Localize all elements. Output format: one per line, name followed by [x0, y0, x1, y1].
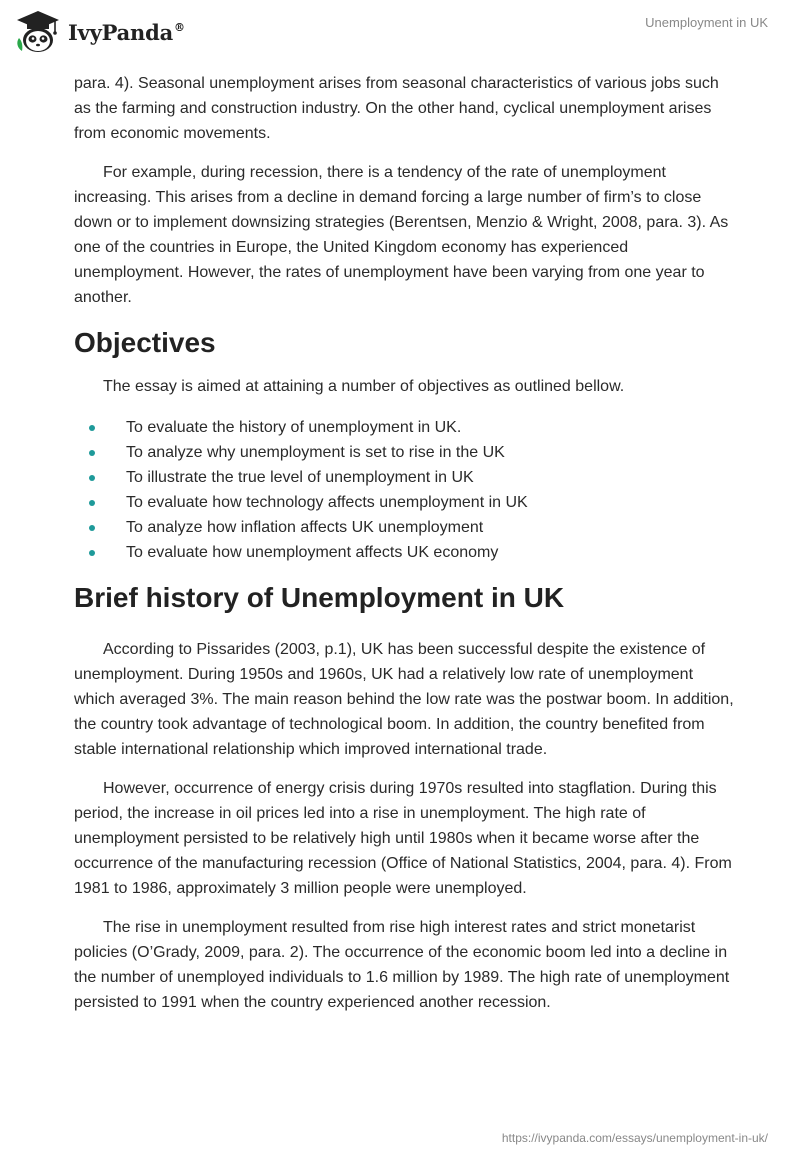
- paragraph: The rise in unemployment resulted from rise high interest rates and strict monetarist policies (O’Grady, 2009, para. 2). The occurrence of the economic boom led into a decline in the number of unemployed individuals to 1.6 million by 1989. The high rate of unemployment persisted to 1991 when the country experienced another recession.: [74, 919, 730, 1011]
- list-item: To illustrate the true level of unemployment in UK: [74, 465, 734, 490]
- section-heading-history: Brief history of Unemployment in UK: [74, 582, 565, 613]
- ivypanda-logo[interactable]: [14, 8, 185, 56]
- list-item: To analyze how inflation affects UK unemployment: [74, 515, 734, 540]
- panda-graduate-icon: [14, 8, 62, 56]
- list-item: To evaluate the history of unemployment in UK.: [74, 415, 734, 440]
- section-heading-objectives: Objectives: [74, 327, 216, 358]
- paragraph: According to Pissarides (2003, p.1), UK has been successful despite the existence of unemployment. During 1950s and 1960s, UK had a relatively low rate of unemployment which averaged 3%. The main reason behind the low rate was the postwar boom. In addition, the country took advantage of technological boom. In addition, the country benefited from stable international relationship which improved international trade.: [74, 641, 734, 758]
- source-url-link[interactable]: https://ivypanda.com/essays/unemployment-in-uk/: [501, 1131, 768, 1145]
- list-item: To evaluate how technology affects unemployment in UK: [74, 490, 734, 515]
- brand-name: IvyPanda®: [68, 19, 185, 45]
- list-item: To analyze why unemployment is set to rise in the UK: [74, 440, 734, 465]
- essay-content: [74, 71, 734, 1015]
- paragraph: para. 4). Seasonal unemployment arises from seasonal characteristics of various jobs such as the farming and construction industry. On the other hand, cyclical unemployment arises from economic movements.: [74, 75, 719, 142]
- paragraph: For example, during recession, there is a tendency of the rate of unemployment increasing. This arises from a decline in demand forcing a large number of firm’s to close down or to implement downsizing strategies (Berentsen, Menzio & Wright, 2008, para. 3). As one of the countries in Europe, the United Kingdom economy has experienced unemployment. However, the rates of unemployment have been varying from one year to another.: [74, 164, 729, 306]
- paragraph: However, occurrence of energy crisis during 1970s resulted into stagflation. During this period, the increase in oil prices led into a rise in unemployment. The high rate of unemployment persisted to be relatively high until 1980s when it became worse after the occurrence of the manufacturing recession (Office of National Statistics, 2004, para. 4). From 1981 to 1986, approximately 3 million people were unemployed.: [74, 780, 732, 897]
- objectives-list: [74, 415, 734, 565]
- list-item: To evaluate how unemployment affects UK economy: [74, 540, 734, 565]
- objectives-intro: The essay is aimed at attaining a number of objectives as outlined bellow.: [103, 378, 625, 395]
- page-header: [0, 0, 800, 70]
- page-title: Unemployment in UK: [645, 15, 768, 30]
